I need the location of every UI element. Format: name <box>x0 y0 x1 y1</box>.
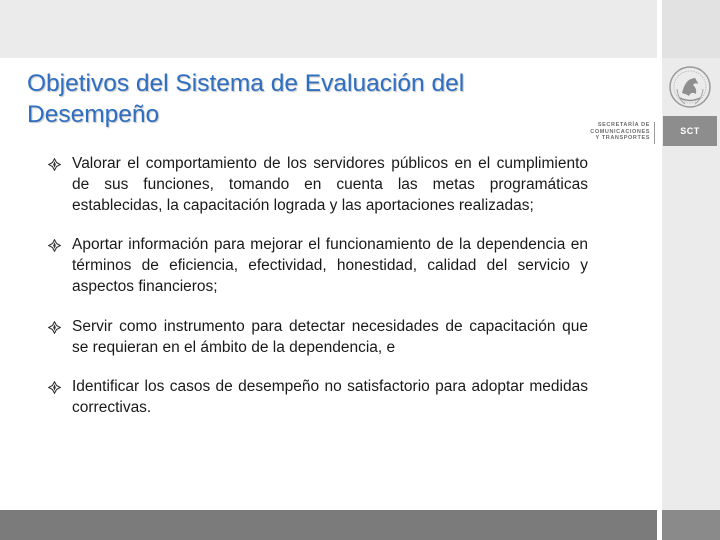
diamond-bullet-icon <box>48 239 61 252</box>
agency-line-1: SECRETARÍA DE <box>597 122 650 128</box>
sct-badge: SCT <box>663 116 717 146</box>
list-item <box>48 377 588 419</box>
objective-text: Valorar el comportamiento de los servidores públicos en el cumplimiento de sus funciones, tomando en cuenta las metas programáticas establecidas, la capacitación lograda y las aportaciones realizadas; <box>72 155 588 214</box>
list-item <box>48 317 588 359</box>
objective-text: Aportar información para mejorar el funcionamiento de la dependencia en términos de eficiencia, efectividad, honestidad, calidad del servicio y aspectos financieros; <box>72 236 588 295</box>
header-band <box>0 0 657 58</box>
footer-band <box>0 510 657 540</box>
list-item <box>48 154 588 216</box>
agency-name <box>583 122 650 142</box>
mexican-coat-of-arms-icon <box>667 63 713 115</box>
objectives-list <box>48 154 588 438</box>
right-corner-block <box>662 0 720 58</box>
diamond-bullet-icon <box>48 321 61 334</box>
objective-text: Servir como instrumento para detectar necesidades de capacitación que se requieran en el ámbito de la dependencia, e <box>72 317 588 356</box>
agency-line-3: Y TRANSPORTES <box>595 135 650 141</box>
footer-corner-block <box>662 510 720 540</box>
diamond-bullet-icon <box>48 381 61 394</box>
slide-title: Objetivos del Sistema de Evaluación del Desempeño <box>27 70 465 128</box>
agency-line-2: COMUNICACIONES <box>590 128 650 135</box>
list-item <box>48 235 588 297</box>
sct-logo <box>583 60 717 144</box>
objective-text: Identificar los casos de desempeño no satisfactorio para adoptar medidas correctivas. <box>72 378 588 417</box>
logo-divider <box>654 122 655 144</box>
diamond-bullet-icon <box>48 158 61 171</box>
